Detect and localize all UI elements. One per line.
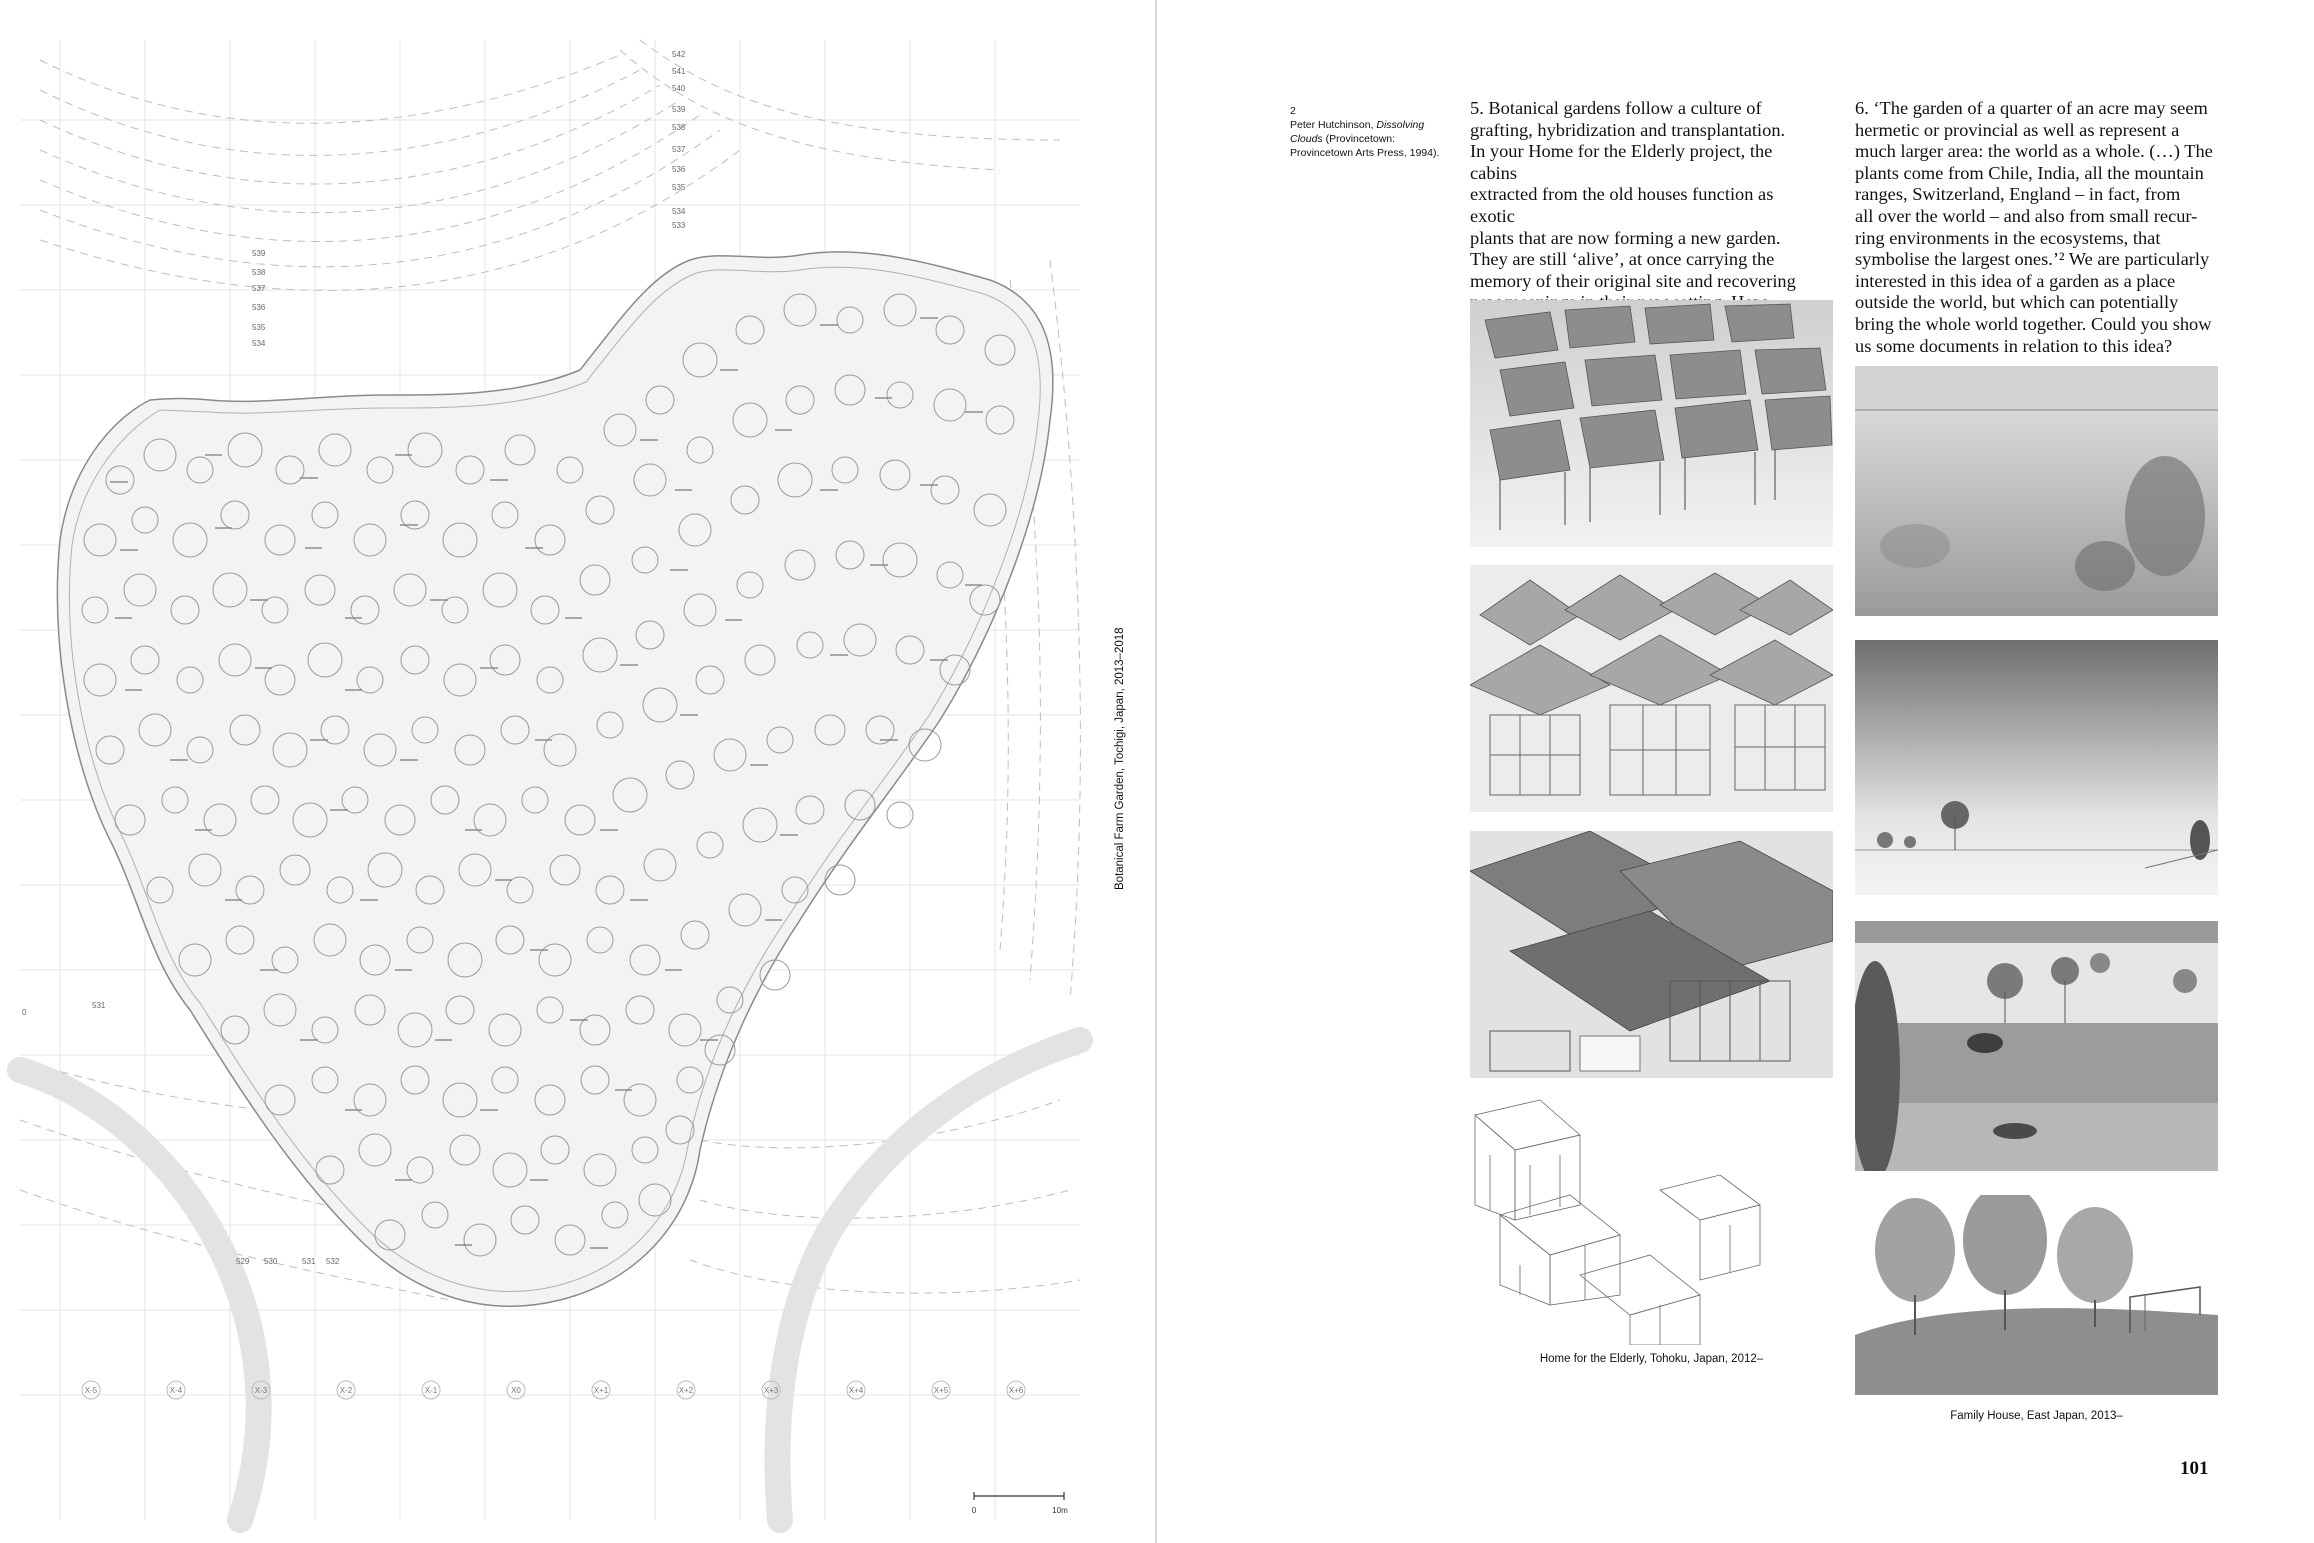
question-6-line: ranges, Switzerland, England – in fact, from — [1855, 184, 2181, 205]
garden-site-plan — [0, 0, 1155, 1543]
grid-axis-labels — [82, 1381, 1025, 1399]
family-house-fog-image — [1855, 366, 2218, 616]
family-house-terrace-image — [1855, 921, 2218, 1171]
contour-label: 532 — [326, 1257, 340, 1266]
question-5-line: memory of their original site and recovering — [1470, 270, 1796, 291]
contour-label: 534 — [672, 207, 686, 216]
plan-caption — [1110, 627, 1140, 890]
footnote-number: 2 — [1290, 105, 1296, 117]
edge-zero-label: 0 — [22, 1008, 27, 1017]
question-6-line: plants come from Chile, India, all the mountain — [1855, 162, 2204, 183]
contour-label: 530 — [264, 1257, 278, 1266]
contour-label: 531 — [92, 1001, 106, 1010]
question-5-line: In your Home for the Elderly project, the cabins — [1470, 141, 1773, 183]
grid-label: X+6 — [1008, 1386, 1024, 1395]
contour-label: 537 — [672, 145, 686, 154]
question-6-line: much larger area: the world as a whole. (…) The — [1855, 141, 2213, 162]
question-6-line: hermetic or provincial as well as represent a — [1855, 119, 2180, 140]
grid-label: X-5 — [84, 1386, 98, 1395]
scale-start-label: 0 — [971, 1506, 977, 1515]
question-6-line: ring environments in the ecosystems, that — [1855, 227, 2161, 248]
question-6-line: us some documents in relation to this idea? — [1855, 335, 2173, 356]
contour-label: 538 — [672, 123, 686, 132]
home-elderly-frames-image — [1470, 565, 1833, 812]
footnote-publication: (Provincetown: Provincetown Arts Press, 1994). — [1290, 133, 1440, 159]
question-5-line: 5. Botanical gardens follow a culture of — [1470, 98, 1762, 118]
home-elderly-roofs-image — [1470, 300, 1833, 547]
question-6-line: outside the world, but which can potentially — [1855, 292, 2179, 313]
left-page — [0, 0, 1155, 1543]
question-6-line: symbolise the largest ones.’² We are particularly — [1855, 249, 2210, 270]
grid-label: X-2 — [339, 1386, 353, 1395]
grid-label: X+1 — [593, 1386, 609, 1395]
contour-label: 541 — [672, 67, 686, 76]
grid-label: X+5 — [933, 1386, 949, 1395]
family-house-horizon-image — [1855, 640, 2218, 895]
caption-home-elderly: Home for the Elderly, Tohoku, Japan, 2012– — [1539, 1353, 1764, 1365]
question-6-line: bring the whole world together. Could you show — [1855, 313, 2212, 334]
contour-label: 531 — [302, 1257, 316, 1266]
scale-bar — [972, 1492, 1068, 1515]
home-elderly-aerial-image — [1470, 831, 1833, 1078]
contour-label: 529 — [236, 1257, 250, 1266]
caption-family-house: Family House, East Japan, 2013– — [1950, 1410, 2123, 1422]
contour-label: 536 — [252, 303, 266, 312]
footnote — [1290, 104, 1440, 160]
question-5-line: extracted from the old houses function as exotic — [1470, 184, 1774, 226]
family-house-trees-image — [1855, 1195, 2218, 1395]
contour-label: 538 — [252, 268, 266, 277]
question-5-line: They are still ‘alive’, at once carrying the — [1470, 249, 1775, 270]
contour-label: 539 — [252, 249, 266, 258]
grid-label: X-4 — [169, 1386, 183, 1395]
question-6-line: all over the world – and also from small recur- — [1855, 205, 2198, 226]
contour-label: 540 — [672, 84, 686, 93]
footnote-author: Peter Hutchinson, — [1290, 119, 1374, 131]
contour-label: 539 — [672, 105, 686, 114]
contour-label: 542 — [672, 50, 686, 59]
grid-label: X+3 — [763, 1386, 779, 1395]
contour-label: 536 — [672, 165, 686, 174]
contour-label: 533 — [672, 221, 686, 230]
footnote-title: Dissolving Clouds — [1290, 119, 1425, 145]
scale-end-label: 10m — [1052, 1506, 1068, 1515]
question-5-line: plants that are now forming a new garden. — [1470, 227, 1781, 248]
contour-label: 535 — [252, 323, 266, 332]
grid-label: X-1 — [424, 1386, 438, 1395]
question-5-line: grafting, hybridization and transplantation. — [1470, 119, 1786, 140]
grid-label: X0 — [511, 1386, 521, 1395]
plan-caption-text: Botanical Farm Garden, Tochigi, Japan, 2013–2018 — [1114, 627, 1126, 890]
question-6 — [1855, 98, 2215, 357]
contour-label: 537 — [252, 284, 266, 293]
contour-label: 535 — [672, 183, 686, 192]
grid-label: X+4 — [848, 1386, 864, 1395]
grid-label: X-3 — [254, 1386, 268, 1395]
home-elderly-axonometric-image — [1470, 1095, 1833, 1345]
page-number: 101 — [2180, 1458, 2209, 1479]
question-6-line: 6. ‘The garden of a quarter of an acre may seem — [1855, 98, 2208, 118]
question-6-line: interested in this idea of a garden as a place — [1855, 270, 2176, 291]
grid-label: X+2 — [678, 1386, 694, 1395]
contour-label: 534 — [252, 339, 266, 348]
